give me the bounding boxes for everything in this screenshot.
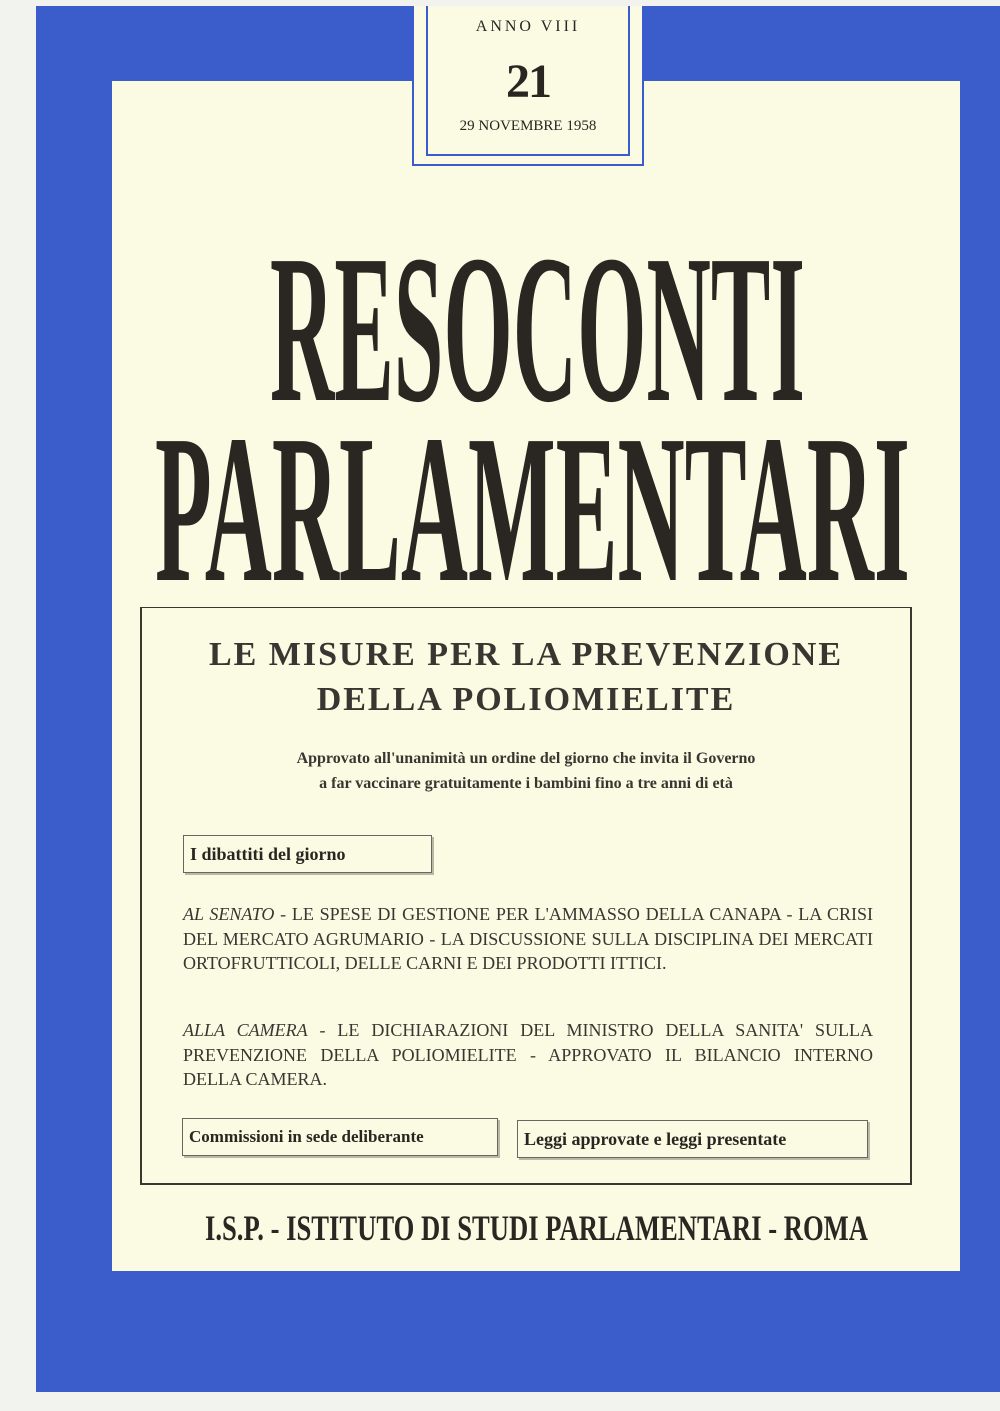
camera-lead: ALLA CAMERA	[183, 1020, 308, 1040]
issue-box	[412, 6, 644, 166]
headline-line1: LE MISURE PER LA PREVENZIONE	[208, 636, 844, 673]
publisher-footer-svg	[0, 1200, 1000, 1250]
publisher-footer: I.S.P. - ISTITUTO DI STUDI PARLAMENTARI - ROMA	[205, 1208, 868, 1248]
masthead-line1-svg	[0, 240, 1000, 420]
masthead-line1: RESOCONTI	[270, 240, 805, 420]
issue-year: ANNO VIII	[475, 18, 581, 35]
senato-lead: AL SENATO	[183, 904, 275, 924]
masthead-line2-svg	[0, 420, 1000, 600]
camera-paragraph	[183, 1018, 873, 1092]
masthead-line2: PARLAMENTARI	[155, 420, 910, 600]
issue-number: 21	[506, 55, 550, 108]
subheadline-line2: a far vaccinare gratuitamente i bambini fino a tre anni di età	[319, 775, 733, 792]
senato-paragraph	[183, 902, 873, 976]
subheadline-line1: Approvato all'unanimità un ordine del giorno che invita il Governo	[296, 750, 756, 767]
issue-date: 29 NOVEMBRE 1958	[459, 118, 597, 134]
section-label: I dibattiti del giorno	[183, 835, 432, 873]
camera-text: - LE DICHIARAZIONI DEL MINISTRO DELLA SANITA' SULLA PREVENZIONE DELLA POLIOMIELITE - APPROVATO IL BILANCIO INTERNO DELLA CAMERA.	[183, 1020, 874, 1089]
headline-line2: DELLA POLIOMIELITE	[316, 681, 736, 718]
leggi-label: Leggi approvate e leggi presentate	[517, 1120, 868, 1158]
senato-text: - LE SPESE DI GESTIONE PER L'AMMASSO DELLA CANAPA - LA CRISI DEL MERCATO AGRUMARIO - LA DISCUSSIONE SULLA DISCIPLINA DEI MERCATI ORTOFRUTTICOLI, DELLE CARNI E DEI PRODOTTI ITTICI.	[183, 904, 873, 973]
commissioni-label: Commissioni in sede deliberante	[182, 1118, 498, 1156]
